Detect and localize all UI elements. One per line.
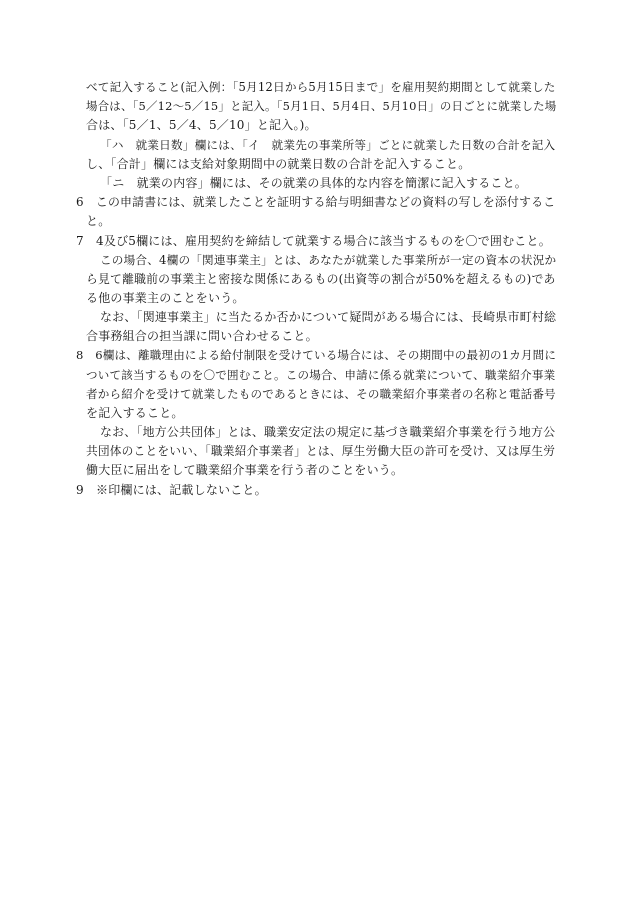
text-line-12: る他の事業主のことをいう。 xyxy=(86,291,245,305)
text-line-20: 共団体のことをいい、「職業紹介事業者」とは、厚生労働大臣の許可を受け、又は厚生労 xyxy=(86,444,556,458)
text-line-9: 7 4及び5欄には、雇用契約を締結して就業する場合に該当するものを〇で囲むこと。 xyxy=(76,234,551,248)
text-line-8: と。 xyxy=(86,214,111,228)
text-line-6: 「ニ 就業の内容」欄には、その就業の具体的な内容を簡潔に記入すること。 xyxy=(100,176,528,190)
text-line-17: 者から紹介を受けて就業したものであるときには、その職業紹介事業者の名称と電話番号 xyxy=(86,387,556,401)
text-line-5: し、「合計」欄には支給対象期間中の就業日数の合計を記入すること。 xyxy=(86,157,471,171)
text-line-13: なお、「関連事業主」に当たるか否かについて疑問がある場合には、長崎県市町村総 xyxy=(100,310,557,324)
text-line-15: 8 6欄は、離職理由による給付制限を受けている場合には、その期間中の最初の1カ月間に xyxy=(76,348,557,362)
text-line-18: を記入すること。 xyxy=(86,406,184,420)
text-line-10: この場合、4欄の「関連事業主」とは、あなたが就業した事業所が一定の資本の状況か xyxy=(100,253,557,267)
text-line-11: ら見て離職前の事業主と密接な関係にあるもの(出資等の割合が50%を超えるもの)であ xyxy=(86,272,556,286)
text-line-2: 場合は、「5／12〜5／15」と記入。「5月1日、5月4日、5月10日」の日ごとに就業した場 xyxy=(86,99,557,113)
text-line-1: べて記入すること(記入例：「5月12日から5月15日まで」を雇用契約期間として就業した xyxy=(86,80,556,94)
text-line-3: 合は、「5／1、5／4、5／10」と記入。)。 xyxy=(86,118,317,132)
text-line-14: 合事務組合の担当課に問い合わせること。 xyxy=(86,329,318,343)
text-line-19: なお、「地方公共団体」とは、職業安定法の規定に基づき職業紹介事業を行う地方公 xyxy=(100,425,556,439)
text-line-7: 6 この申請書には、就業したことを証明する給与明細書などの資料の写しを添付するこ xyxy=(76,195,556,209)
text-line-16: ついて該当するものを〇で囲むこと。この場合、申請に係る就業について、職業紹介事業 xyxy=(86,368,556,382)
text-line-22: 9 ※印欄には、記載しないこと。 xyxy=(76,483,267,497)
text-line-21: 働大臣に届出をして職業紹介事業を行う者のことをいう。 xyxy=(86,463,404,477)
text-line-4: 「ハ 就業日数」欄には、「イ 就業先の事業所等」ごとに就業した日数の合計を記入 xyxy=(100,138,556,152)
